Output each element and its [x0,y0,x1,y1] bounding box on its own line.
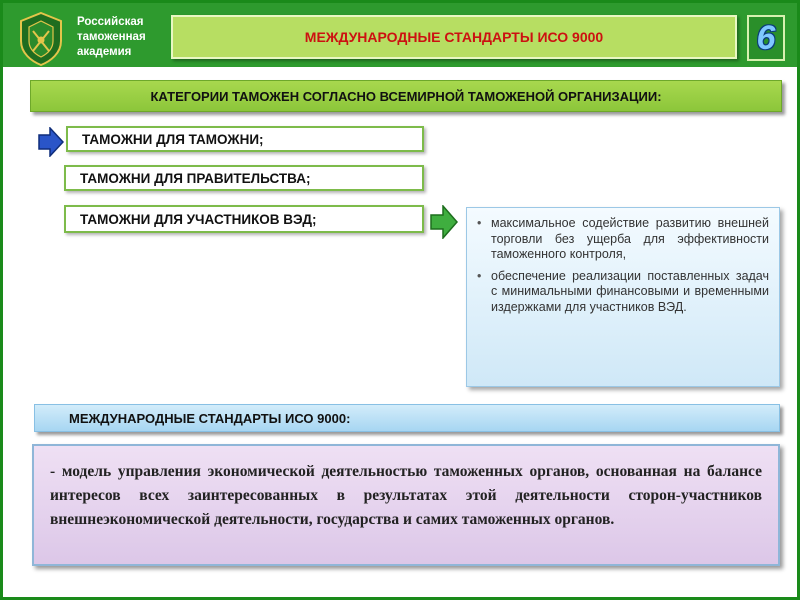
arrow-right-blue-icon [38,127,64,157]
description-box [32,444,780,566]
category-label: ТАМОЖНИ ДЛЯ ПРАВИТЕЛЬСТВА; [80,170,311,186]
category-item [64,205,424,233]
academy-name [77,15,146,60]
standards-banner-text: МЕЖДУНАРОДНЫЕ СТАНДАРТЫ ИСО 9000: [69,410,351,426]
category-item [66,126,424,152]
categories-banner-text: КАТЕГОРИИ ТАМОЖЕН СОГЛАСНО ВСЕМИРНОЙ ТАМОЖЕНОЙ ОРГАНИЗАЦИИ: [150,88,662,104]
info-item [475,216,769,263]
bullet-icon: • [477,268,482,283]
standards-banner [34,404,780,432]
page-number-badge [747,15,785,61]
category-label: ТАМОЖНИ ДЛЯ УЧАСТНИКОВ ВЭД; [80,211,317,227]
category-label: ТАМОЖНИ ДЛЯ ТАМОЖНИ; [82,131,264,147]
bullet-icon: • [477,216,482,230]
title-box [171,15,737,59]
description-text: - модель управления экономической деятельностью таможенных органов, основанная на балансе интересов всех заинтересованных в результатах этой деятельности сторон-участников внешнеэкономической деятельности, государства и самих таможенных органов. [50,463,762,528]
category-item [64,165,424,191]
page-number: 6 [756,18,776,57]
info-item-text: максимальное содействие развитию внешней торговли без ущерба для эффективности таможенного контроля, [491,216,769,261]
info-item-text: обеспечение реализации поставленных задач с минимальными финансовыми и временными издержками для участников ВЭД. [491,268,769,314]
slide-title: МЕЖДУНАРОДНЫЕ СТАНДАРТЫ ИСО 9000 [304,29,604,45]
info-item [475,269,769,316]
academy-line: таможенная [77,31,146,43]
academy-line: академия [77,46,132,58]
info-box [466,207,780,387]
arrow-right-green-icon [430,205,458,239]
academy-line: Российская [77,16,144,28]
header-bar [3,3,797,67]
customs-emblem-icon [17,11,65,67]
categories-banner [30,80,782,112]
